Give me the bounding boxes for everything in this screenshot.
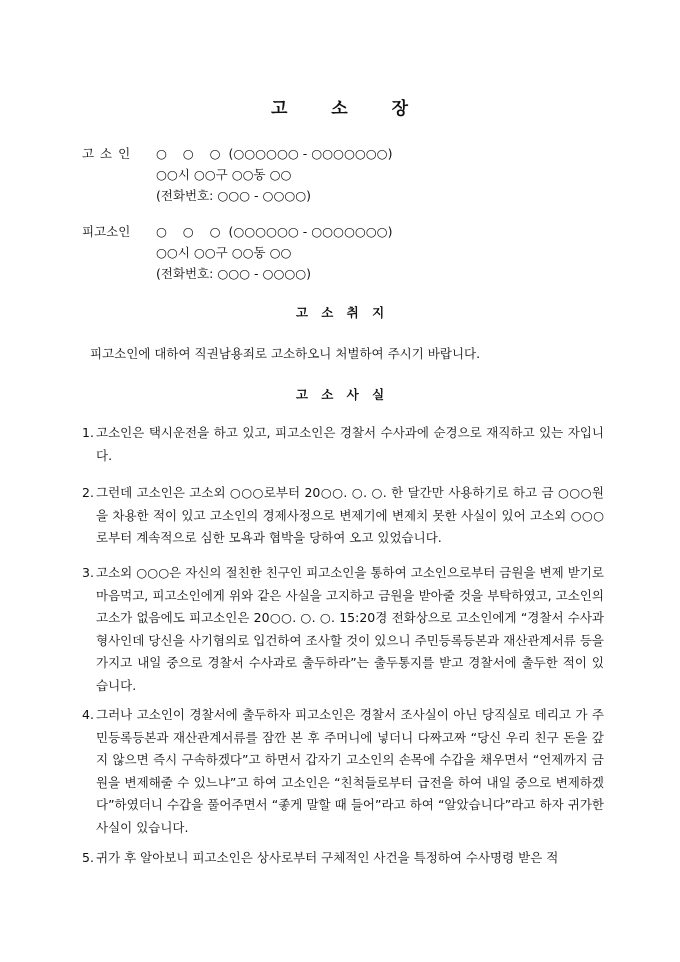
fact-number: 3. [82,565,94,580]
defendant-name-line: ○ ○ ○ (○○○○○○ - ○○○○○○○) [156,224,393,239]
facts-heading: 고 소 사 실 [295,387,385,402]
fact-item-3 [82,562,604,698]
document-title: 고 소 장 [270,99,410,119]
complainant-phone-line: (전화번호: ○○○ - ○○○○) [156,188,312,203]
fact-text: 고소외 ○○○은 자신의 절친한 친구인 피고소인을 통하여 고소인으로부터 금원을 변제 받기로 마음먹고, 피고소인에게 위와 같은 사실을 고지하고 금원을 받아줄 것을 부탁하였고, 고소인의 고소가 없음에도 피고소인은 20○○. ○. ○. 15:20경 전화상으로 고소인에게 “경찰서 수사과 형사인데 당신을 사기혐의로 입건하여 조사할 것이 있으니 주민등록등본과 재산관계서류 등을 가지고 내일 중으로 경찰서 수사과로 출두하라”는 출두통지를 받고 경찰서에 출두한 적이 있습니다. [96,565,604,693]
fact-item-5 [82,847,604,870]
purpose-heading: 고 소 취 지 [295,305,385,320]
fact-number: 1. [82,425,94,440]
fact-number: 5. [82,850,94,865]
complainant-address-line: ○○시 ○○구 ○○동 ○○ [156,167,292,182]
fact-text: 그러나 고소인이 경찰서에 출두하자 피고소인은 경찰서 조사실이 아닌 당직실로 데리고 가 주민등록등본과 재산관계서류를 잠깐 본 후 주머니에 넣더니 다짜고짜 “당신 우리 친구 돈을 갚지 않으면 즉시 구속하겠다”고 하면서 갑자기 고소인의 손목에 수갑을 채우면서 “언제까지 금원을 변제해줄 수 있느냐”고 하여 고소인은 “친척들로부터 급전을 하여 내일 중으로 변제하겠다”하였더니 수갑을 풀어주면서 “좋게 말할 때 들어”라고 하여 “알았습니다”라고 하자 귀가한 사실이 있습니다. [96,707,604,835]
defendant-address-line: ○○시 ○○구 ○○동 ○○ [156,245,292,260]
fact-text: 고소인은 택시운전을 하고 있고, 피고소인은 경찰서 수사과에 순경으로 재직하고 있는 자입니다. [96,425,604,463]
fact-text: 귀가 후 알아보니 피고소인은 상사로부터 구체적인 사건을 특정하여 수사명령 받은 적 [96,850,559,865]
fact-number: 4. [82,707,94,722]
defendant-label: 피고소인 [82,224,131,239]
defendant-phone-line: (전화번호: ○○○ - ○○○○) [156,266,312,281]
fact-item-2 [82,482,604,550]
fact-item-1 [82,422,604,467]
complainant-name-line: ○ ○ ○ (○○○○○○ - ○○○○○○○) [156,146,393,161]
purpose-text: 피고소인에 대하여 직권남용죄로 고소하오니 처벌하여 주시기 바랍니다. [90,346,481,361]
fact-number: 2. [82,485,94,500]
fact-text: 그런데 고소인은 고소외 ○○○로부터 20○○. ○. ○. 한 달간만 사용하기로 하고 금 ○○○원을 차용한 적이 있고 고소인의 경제사정으로 변제기에 변제치 못한 사실이 있어 고소외 ○○○로부터 계속적으로 심한 모욕과 협박을 당하여 오고 있었습니다. [96,485,604,546]
fact-item-4 [82,704,604,840]
complainant-label: 고 소 인 [82,146,131,161]
